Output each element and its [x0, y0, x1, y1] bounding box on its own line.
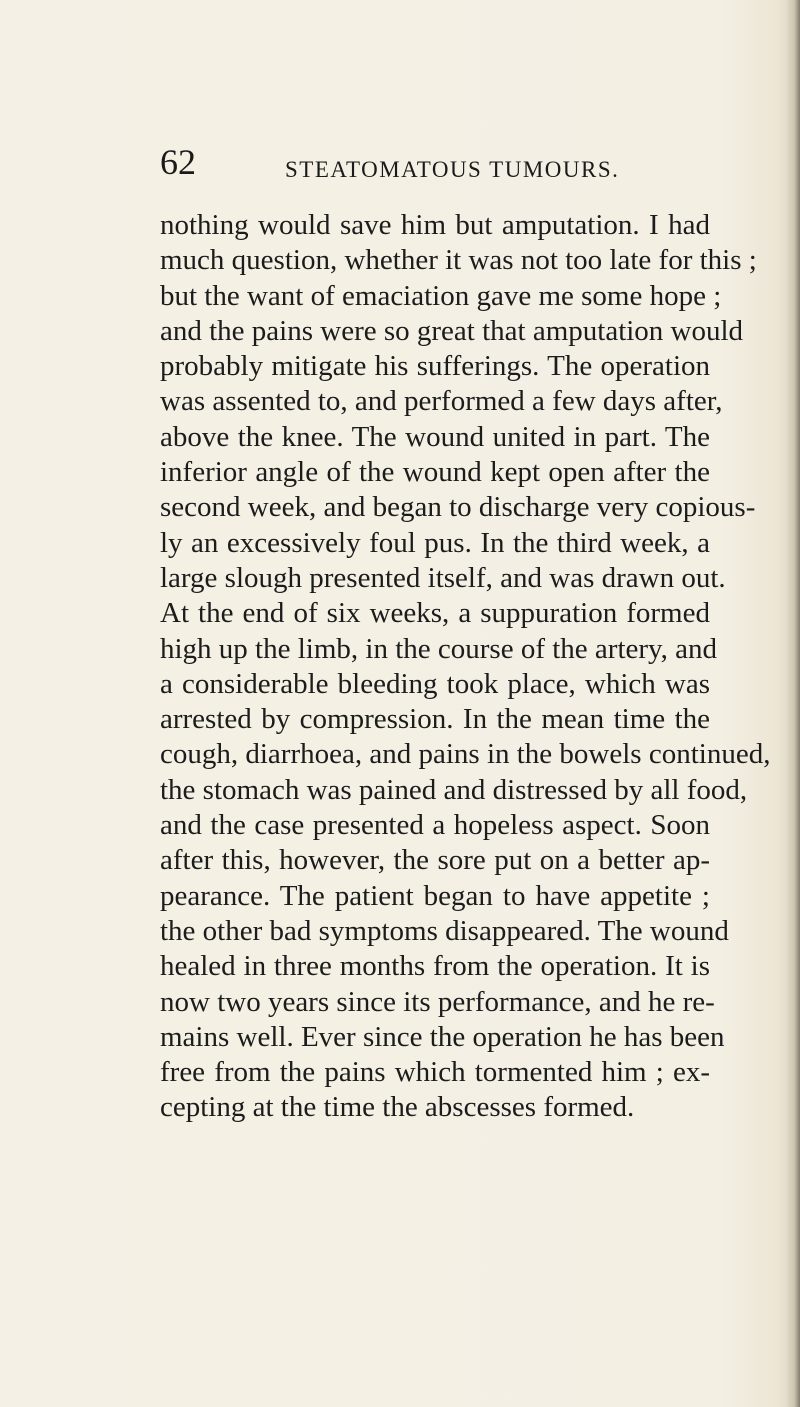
text-line: above the knee. The wound united in part. The: [160, 420, 710, 453]
text-line: large slough presented itself, and was drawn out.: [160, 561, 726, 594]
page-number: 62: [160, 142, 196, 182]
text-line: a considerable bleeding took place, which was: [160, 667, 710, 700]
text-line: free from the pains which tormented him ; ex-: [160, 1056, 710, 1089]
text-line: and the case presented a hopeless aspect. Soon: [160, 809, 710, 842]
text-line: probably mitigate his sufferings. The operation: [160, 350, 710, 383]
text-line: after this, however, the sore put on a better ap-: [160, 844, 710, 877]
text-line: much question, whether it was not too late for this ;: [160, 244, 757, 277]
text-line: mains well. Ever since the operation he has been: [160, 1020, 725, 1053]
text-line: pearance. The patient began to have appetite ;: [160, 879, 710, 912]
running-head: STEATOMATOUS TUMOURS.: [285, 157, 620, 182]
text-line: second week, and began to discharge very copious-: [160, 491, 756, 524]
text-line: and the pains were so great that amputation would: [160, 314, 744, 347]
text-line: arrested by compression. In the mean time the: [160, 703, 710, 736]
body-text: [160, 208, 771, 1126]
page-header: [160, 140, 720, 188]
text-line: ly an excessively foul pus. In the third week, a: [160, 526, 710, 559]
text-line: At the end of six weeks, a suppuration formed: [160, 597, 710, 630]
text-line: now two years since its performance, and he re-: [160, 985, 715, 1018]
text-line: cepting at the time the abscesses formed.: [160, 1091, 635, 1124]
text-line: the stomach was pained and distressed by all food,: [160, 773, 748, 806]
text-line: nothing would save him but amputation. I had: [160, 209, 710, 241]
text-line: but the want of emaciation gave me some hope ;: [160, 279, 722, 312]
text-line: high up the limb, in the course of the artery, and: [160, 632, 718, 665]
page-edge-shadow: [786, 0, 800, 1407]
text-line: was assented to, and performed a few days after,: [160, 385, 723, 418]
text-line: the other bad symptoms disappeared. The wound: [160, 914, 729, 947]
text-line: cough, diarrhoea, and pains in the bowels continued,: [160, 738, 771, 771]
text-line: inferior angle of the wound kept open after the: [160, 456, 710, 489]
text-line: healed in three months from the operation. It is: [160, 950, 710, 983]
